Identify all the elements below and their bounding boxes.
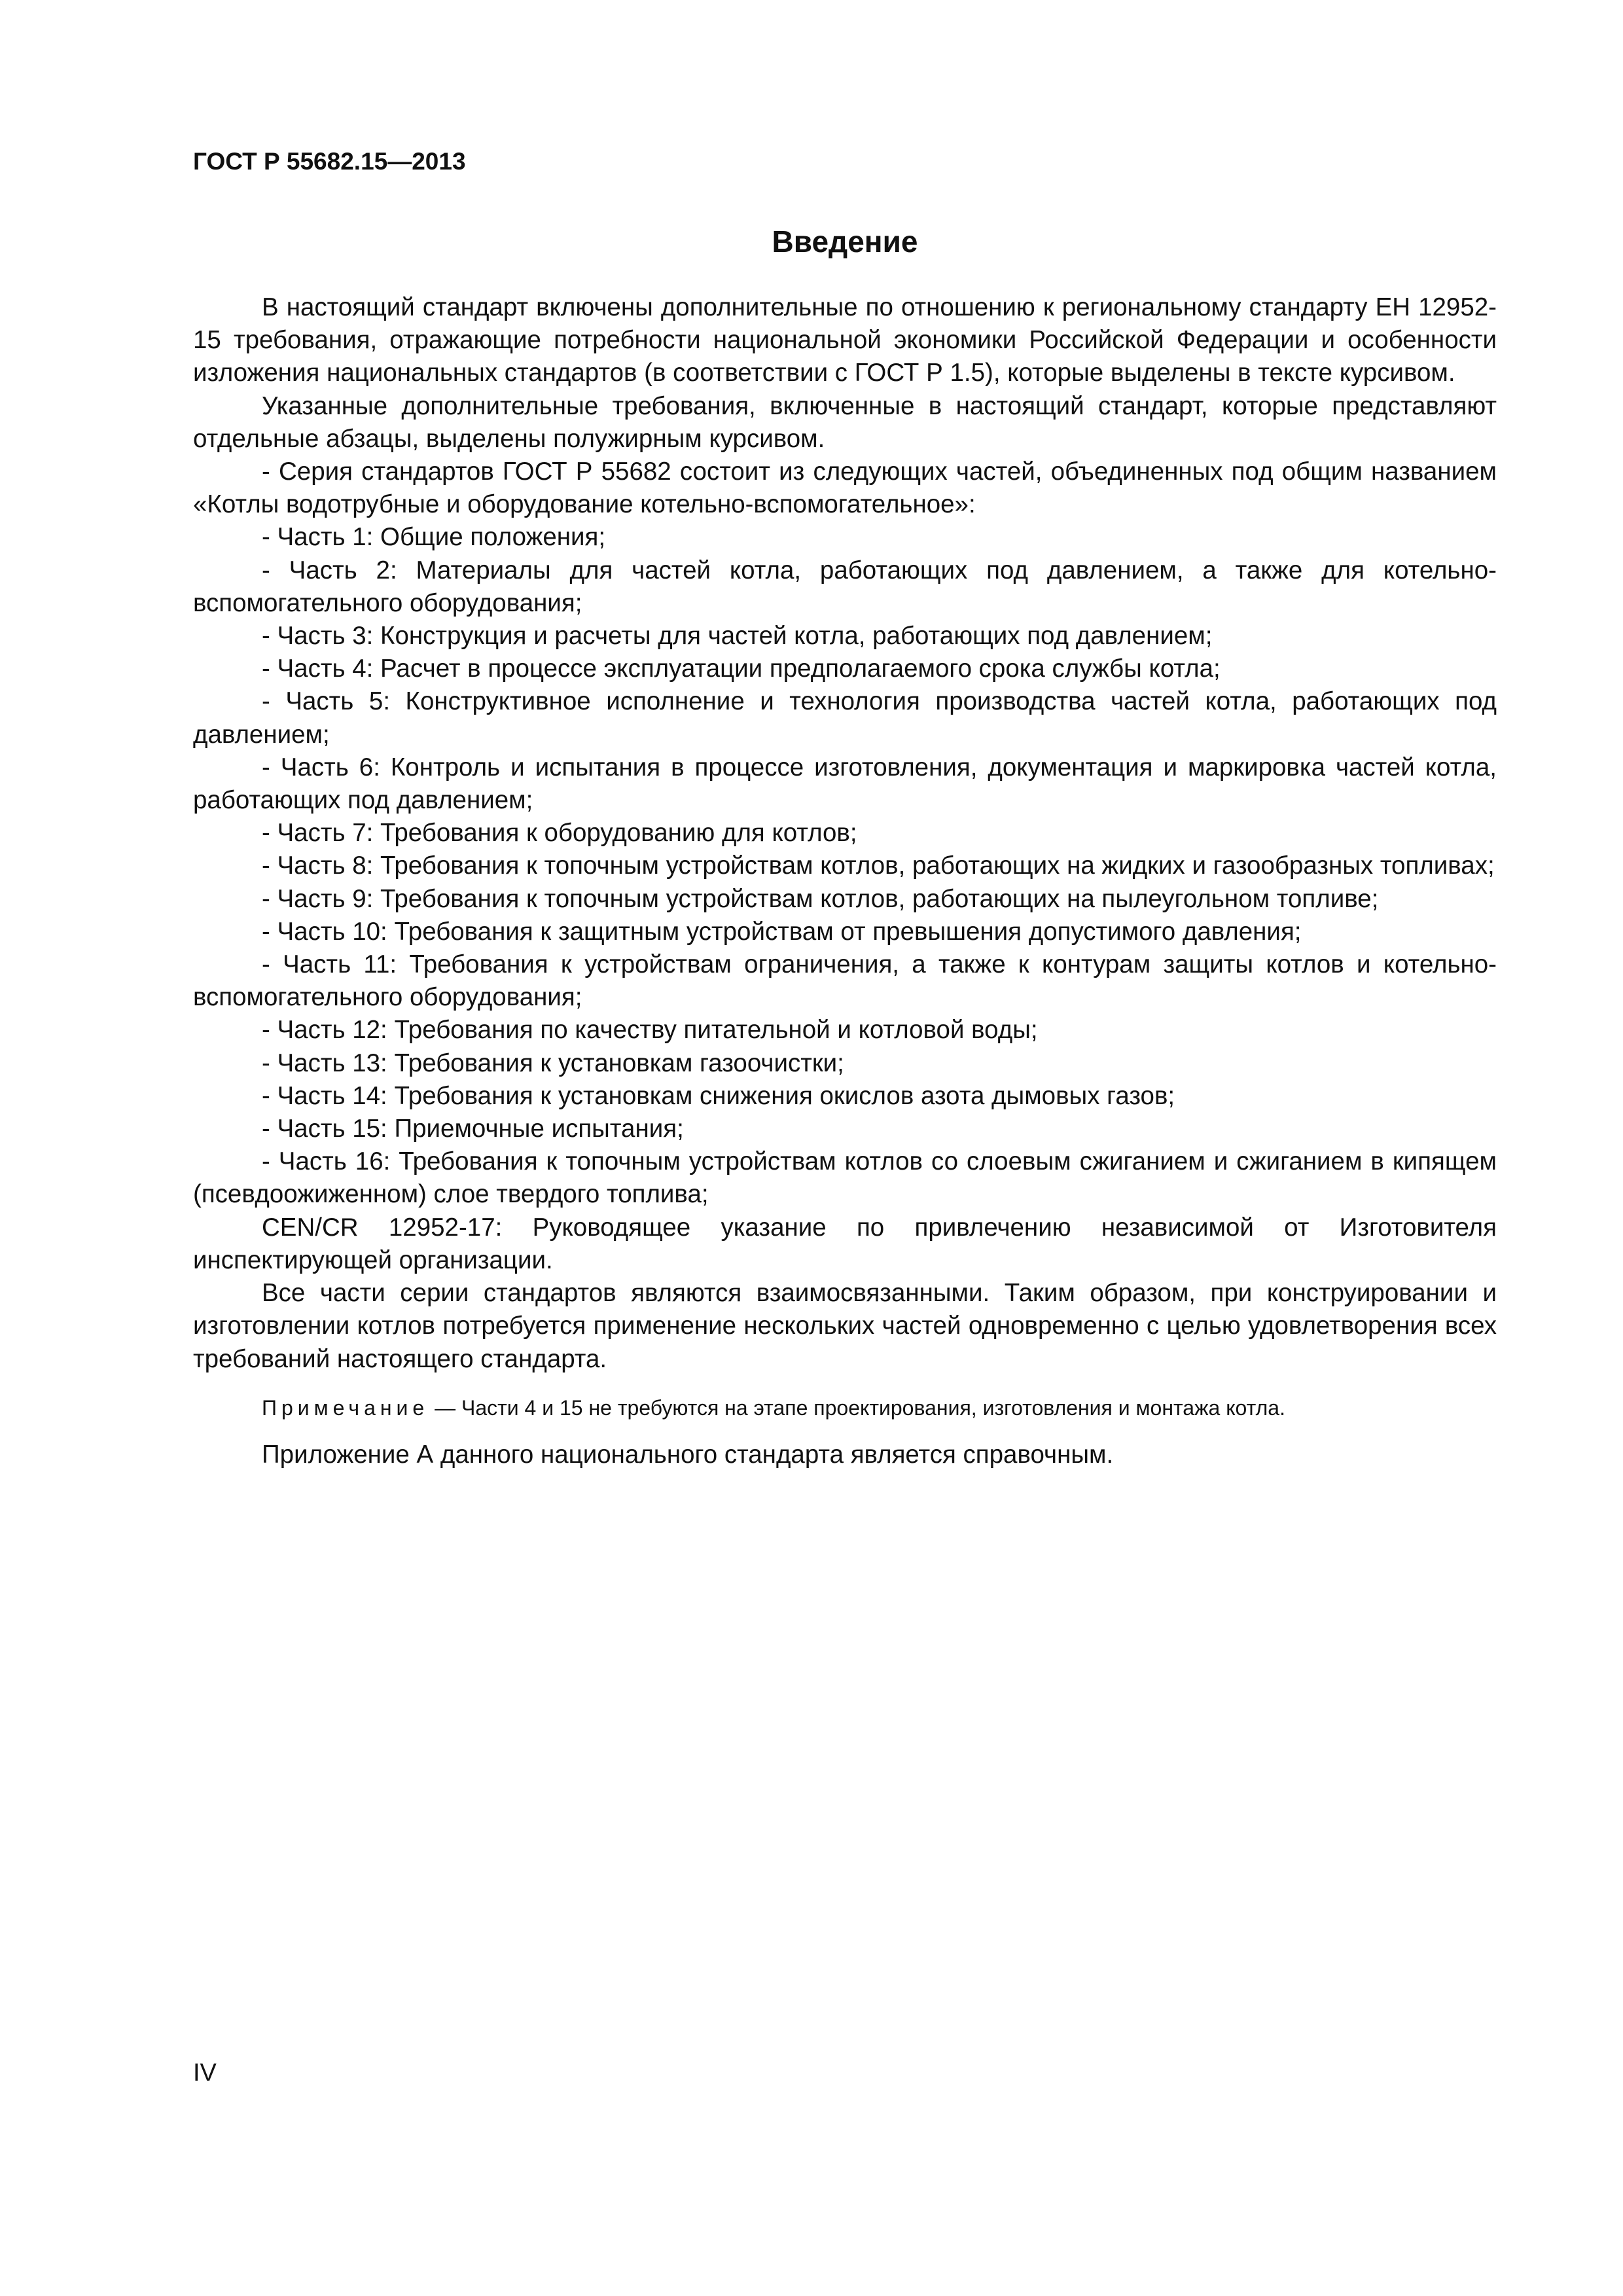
list-item: - Часть 2: Материалы для частей котла, работающих под давлением, а также для котельно-вспомогательного оборудования; <box>193 556 1497 617</box>
paragraph: - Серия стандартов ГОСТ Р 55682 состоит из следующих частей, объединенных под общим названием «Котлы водотрубные и оборудование котельно-вспомогательное»: <box>193 457 1497 519</box>
appendix-statement: Приложение А данного национального стандарта является справочным. <box>262 1440 1114 1469</box>
list-item: - Часть 11: Требования к устройствам ограничения, а также к контурам защиты котлов и котельно-вспомогательного оборудования; <box>193 950 1497 1012</box>
list-item: - Часть 8: Требования к топочным устройствам котлов, работающих на жидких и газообразных топливах; <box>262 852 1495 880</box>
body-text <box>193 291 1497 1471</box>
list-item: - Часть 13: Требования к установкам газоочистки; <box>262 1049 844 1077</box>
list-item: - Часть 15: Приемочные испытания; <box>262 1115 684 1143</box>
document-code: ГОСТ Р 55682.15—2013 <box>193 148 466 175</box>
list-item: - Часть 10: Требования к защитным устройствам от превышения допустимого давления; <box>262 917 1302 946</box>
section-title: Введение <box>772 224 918 259</box>
list-item: - Часть 1: Общие положения; <box>262 523 606 552</box>
list-item: - Часть 5: Конструктивное исполнение и технология производства частей котла, работающих под давлением; <box>193 687 1497 749</box>
list-item: - Часть 4: Расчет в процессе эксплуатации предполагаемого срока службы котла; <box>262 655 1221 683</box>
note-label: Примечание <box>262 1395 429 1420</box>
note-text: — Части 4 и 15 не требуются на этапе проектирования, изготовления и монтажа котла. <box>429 1395 1285 1420</box>
list-item: - Часть 12: Требования по качеству питательной и котловой воды; <box>262 1016 1038 1045</box>
paragraph: Указанные дополнительные требования, включенные в настоящий стандарт, которые представляют отдельные абзацы, выделены полужирным курсивом. <box>193 391 1497 453</box>
list-item: - Часть 6: Контроль и испытания в процессе изготовления, документация и маркировка частей котла, работающих под давлением; <box>193 753 1497 815</box>
paragraph: В настоящий стандарт включены дополнительные по отношению к региональному стандарту ЕН 12952-15 требования, отражающие потребности национальной экономики Российской Федерации и особенности изложения национальных стандартов (в соответствии с ГОСТ Р 1.5), которые выделены в тексте курсивом. <box>193 293 1497 387</box>
list-item: - Часть 7: Требования к оборудованию для котлов; <box>262 819 857 848</box>
page-number: IV <box>193 2059 217 2087</box>
list-item: - Часть 3: Конструкция и расчеты для частей котла, работающих под давлением; <box>262 622 1213 651</box>
paragraph: CEN/CR 12952-17: Руководящее указание по привлечению независимой от Изготовителя инспектирующей организации. <box>193 1213 1497 1274</box>
paragraph: Все части серии стандартов являются взаимосвязанными. Таким образом, при конструировании и изготовлении котлов потребуется применение нескольких частей одновременно с целью удовлетворения всех требований настоящего стандарта. <box>193 1279 1497 1373</box>
list-item: - Часть 14: Требования к установкам снижения окислов азота дымовых газов; <box>262 1081 1175 1110</box>
note <box>193 1394 1497 1422</box>
list-item: - Часть 16: Требования к топочным устройствам котлов со слоевым сжиганием и сжиганием в кипящем (псевдоожиженном) слое твердого топлива; <box>193 1147 1497 1209</box>
list-item: - Часть 9: Требования к топочным устройствам котлов, работающих на пылеугольном топливе; <box>262 884 1379 913</box>
